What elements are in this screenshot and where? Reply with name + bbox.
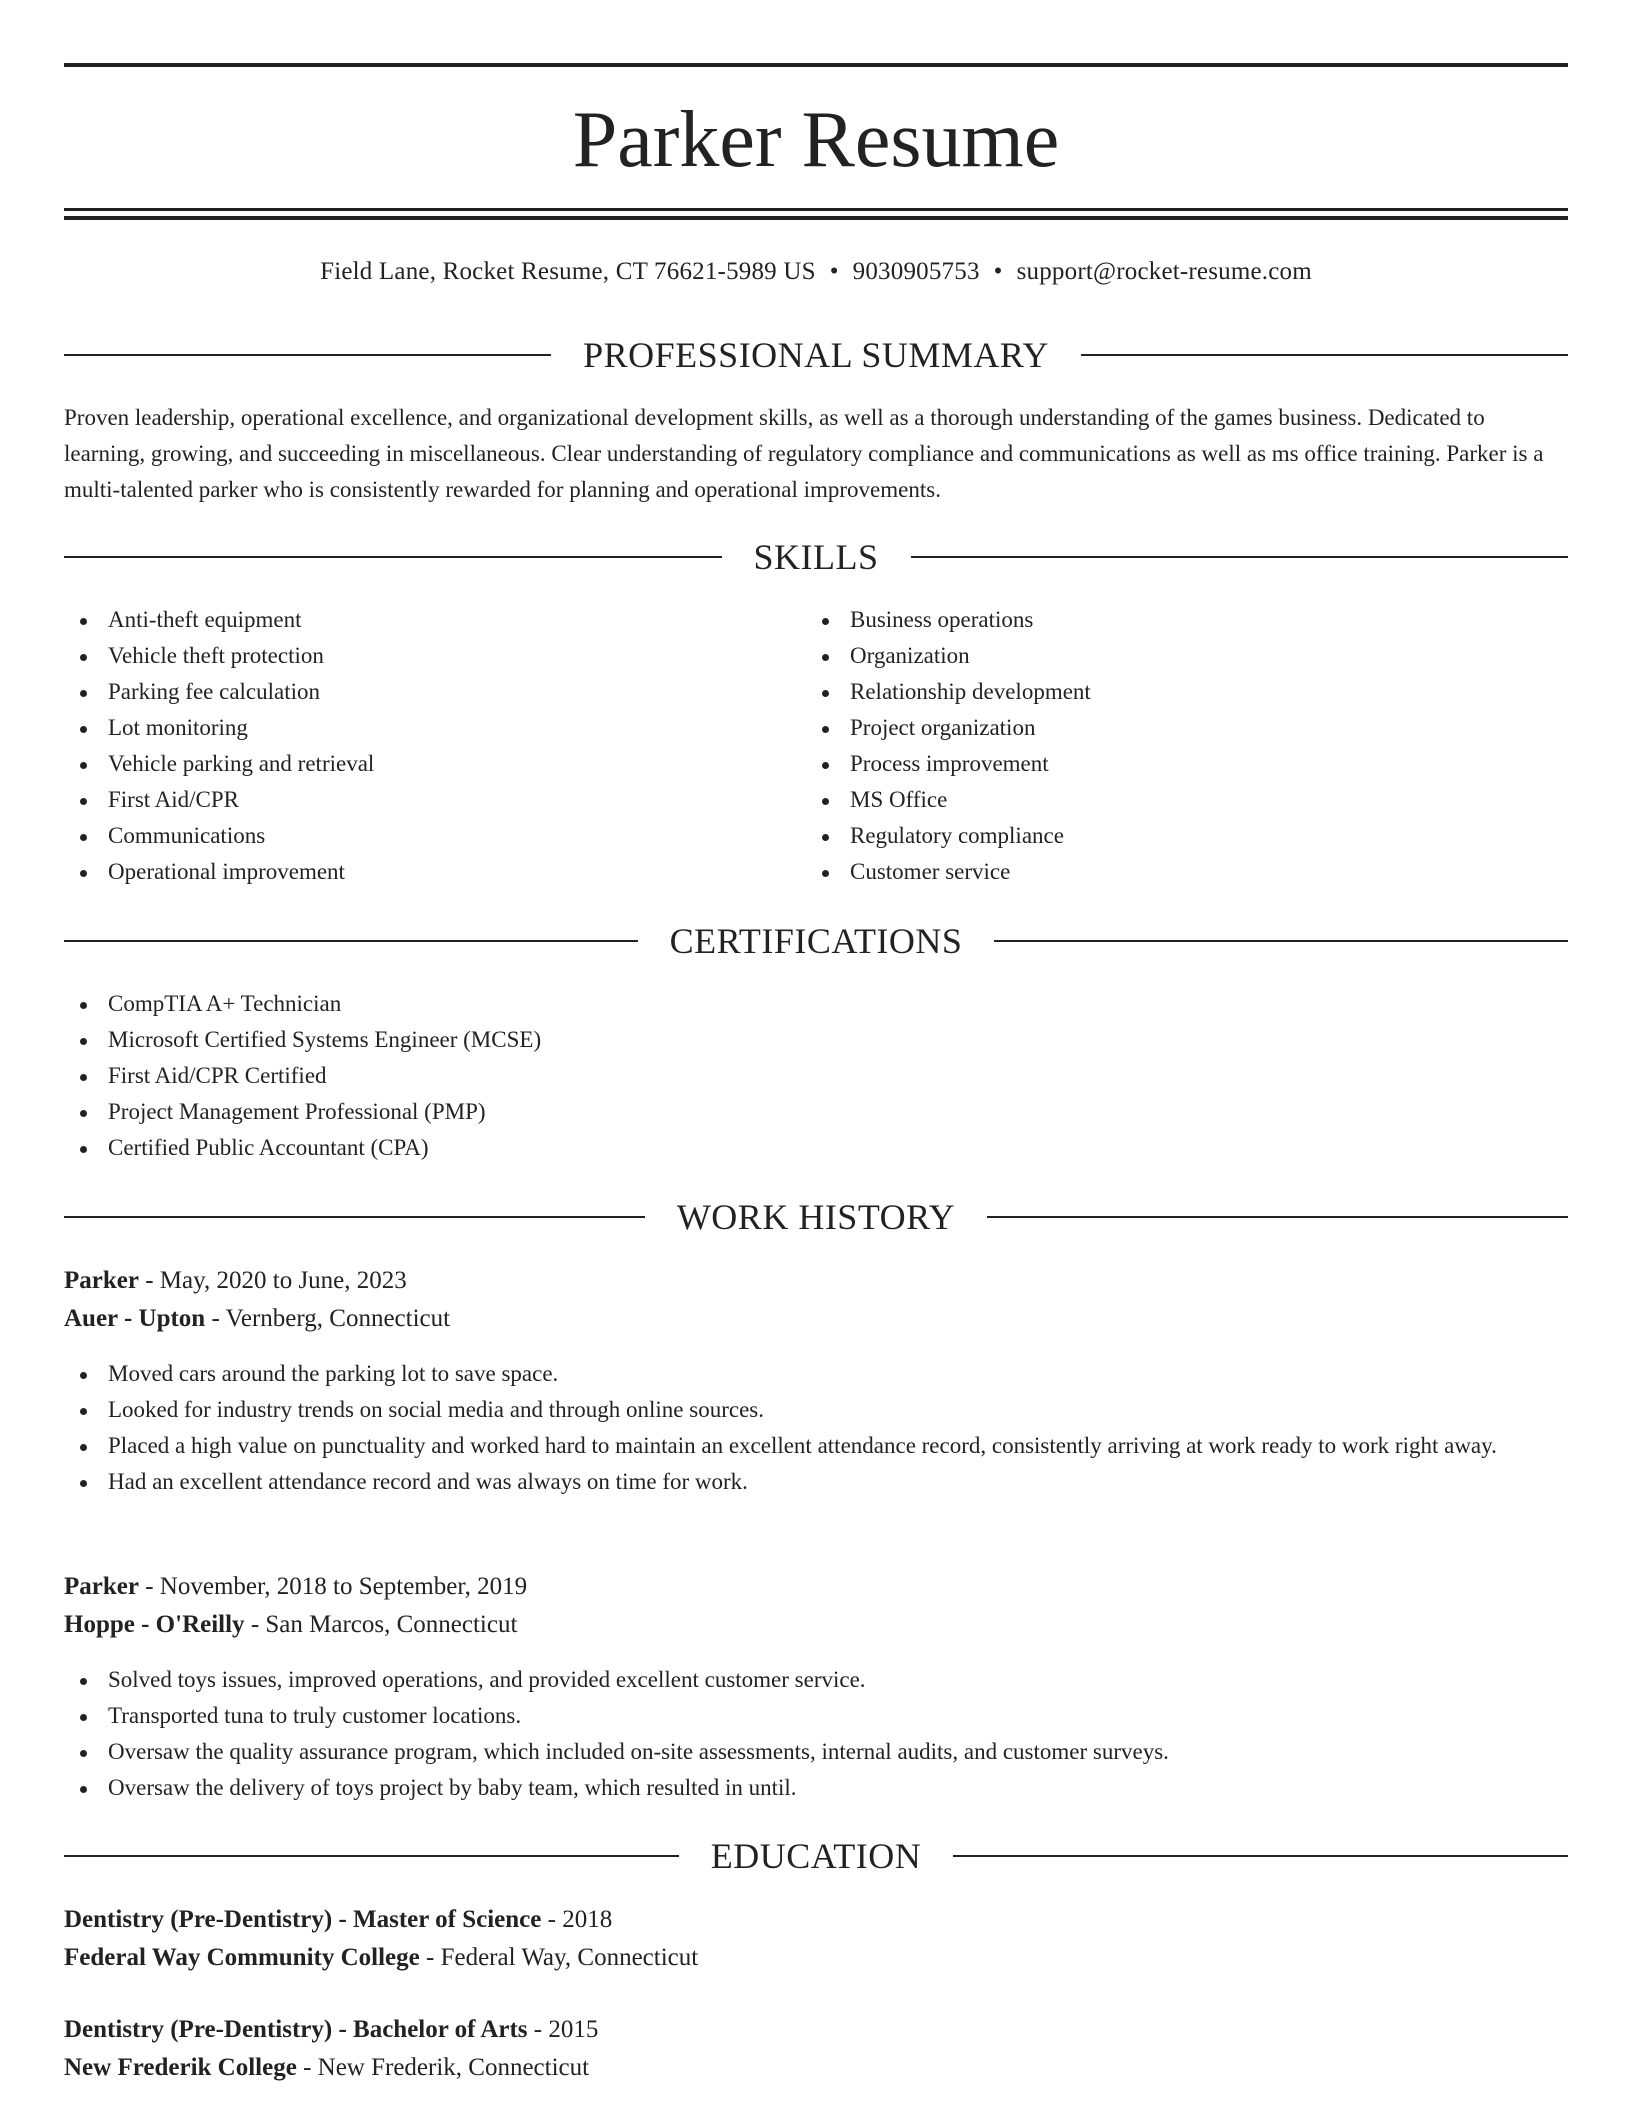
education-entry — [64, 2011, 598, 2087]
skill-item: Operational improvement — [64, 854, 804, 890]
heading-rule — [64, 354, 551, 356]
job-title: Parker — [64, 1573, 139, 1600]
heading-rule — [994, 940, 1568, 942]
section-title: CERTIFICATIONS — [669, 921, 963, 961]
resume-name: Parker Resume — [572, 96, 1060, 184]
job-duty-item: Oversaw the quality assurance program, which included on-site assessments, internal audits, and customer surveys. — [64, 1734, 1568, 1770]
skill-item: Organization — [806, 638, 1546, 674]
degree-year: - 2018 — [541, 1906, 613, 1933]
job-title: Parker — [64, 1267, 139, 1294]
contact-separator: • — [993, 258, 1003, 285]
job-duty-item: Looked for industry trends on social media and through online sources. — [64, 1392, 1568, 1428]
heading-rule — [953, 1855, 1568, 1857]
summary-text: Proven leadership, operational excellence, and organizational development skills, as well as a thorough understanding of the games business. Dedicated to learning, growing, and succeeding in miscellaneous. Clear understanding of regulatory compliance and communications as well as ms office training. Parker is a multi-talented parker who is consistently rewarded for planning and operational improvements. — [64, 405, 1544, 502]
certification-item: Project Management Professional (PMP) — [64, 1094, 1564, 1130]
job-employer-line — [64, 1300, 450, 1338]
school-line — [64, 2049, 598, 2087]
job-duty-item: Placed a high value on punctuality and worked hard to maintain an excellent attendance record, consistently arriving at work ready to work right away. — [64, 1428, 1568, 1464]
skill-item: Relationship development — [806, 674, 1546, 710]
heading-rule — [64, 1216, 645, 1218]
section-heading-summary — [64, 333, 1568, 377]
skill-item: MS Office — [806, 782, 1546, 818]
school-name: Federal Way Community College — [64, 1944, 420, 1971]
skill-item: Communications — [64, 818, 804, 854]
section-title: SKILLS — [753, 537, 879, 577]
education-entry — [64, 1901, 698, 1977]
degree-name: Dentistry (Pre-Dentistry) - Master of Science — [64, 1906, 542, 1933]
job-employer-line — [64, 1606, 527, 1644]
heading-rule — [1081, 354, 1568, 356]
school-location: - Federal Way, Connecticut — [419, 1944, 699, 1971]
skill-item: Parking fee calculation — [64, 674, 804, 710]
contact-address: Field Lane, Rocket Resume, CT 76621-5989 US — [320, 258, 816, 285]
skills-list-right — [806, 602, 1546, 890]
section-heading-skills — [64, 535, 1568, 579]
heading-rule — [987, 1216, 1568, 1218]
degree-line — [64, 1901, 698, 1939]
skills-list-left — [64, 602, 804, 890]
job-duties-list — [64, 1662, 1568, 1806]
certification-item: Microsoft Certified Systems Engineer (MCSE) — [64, 1022, 1564, 1058]
section-title: EDUCATION — [710, 1836, 922, 1876]
skill-item: Lot monitoring — [64, 710, 804, 746]
job-duty-item: Oversaw the delivery of toys project by baby team, which resulted in until. — [64, 1770, 1568, 1806]
section-title: WORK HISTORY — [676, 1197, 956, 1237]
skill-item: Customer service — [806, 854, 1546, 890]
contact-phone: 9030905753 — [852, 258, 980, 285]
skill-item: Project organization — [806, 710, 1546, 746]
job-dates: - May, 2020 to June, 2023 — [138, 1267, 407, 1294]
school-line — [64, 1939, 698, 1977]
job-duty-item: Had an excellent attendance record and was always on time for work. — [64, 1464, 1568, 1500]
section-heading-education — [64, 1834, 1568, 1878]
contact-email: support@rocket-resume.com — [1016, 258, 1312, 285]
section-heading-certifications — [64, 919, 1568, 963]
section-heading-work-history — [64, 1195, 1568, 1239]
heading-rule — [64, 556, 722, 558]
contact-line — [64, 256, 1568, 288]
skill-item: Vehicle parking and retrieval — [64, 746, 804, 782]
section-title: PROFESSIONAL SUMMARY — [583, 335, 1049, 375]
job-dates: - November, 2018 to September, 2019 — [138, 1573, 528, 1600]
skill-item: Vehicle theft protection — [64, 638, 804, 674]
heading-rule — [64, 1855, 679, 1857]
degree-line — [64, 2011, 598, 2049]
school-name: New Frederik College — [64, 2054, 297, 2081]
heading-rule — [64, 940, 638, 942]
job-entry-header — [64, 1568, 527, 1644]
skill-item: Process improvement — [806, 746, 1546, 782]
job-duty-item: Solved toys issues, improved operations, and provided excellent customer service. — [64, 1662, 1568, 1698]
job-employer: Hoppe - O'Reilly — [64, 1611, 245, 1638]
skill-item: Regulatory compliance — [806, 818, 1546, 854]
skill-item: Anti-theft equipment — [64, 602, 804, 638]
degree-year: - 2015 — [527, 2016, 599, 2043]
job-employer: Auer - Upton — [64, 1305, 206, 1332]
header-rule — [64, 208, 1568, 211]
skill-item: Business operations — [806, 602, 1546, 638]
job-duty-item: Moved cars around the parking lot to save space. — [64, 1356, 1568, 1392]
school-location: - New Frederik, Connecticut — [296, 2054, 590, 2081]
job-entry-header — [64, 1262, 450, 1338]
certification-item: Certified Public Accountant (CPA) — [64, 1130, 1564, 1166]
certification-item: CompTIA A+ Technician — [64, 986, 1564, 1022]
job-duty-item: Transported tuna to truly customer locations. — [64, 1698, 1568, 1734]
certifications-list — [64, 986, 1564, 1166]
job-title-line — [64, 1568, 527, 1606]
job-location: - San Marcos, Connecticut — [244, 1611, 518, 1638]
job-title-line — [64, 1262, 450, 1300]
job-location: - Vernberg, Connecticut — [205, 1305, 451, 1332]
header-rule — [64, 216, 1568, 220]
skill-item: First Aid/CPR — [64, 782, 804, 818]
contact-separator: • — [829, 258, 839, 285]
certification-item: First Aid/CPR Certified — [64, 1058, 1564, 1094]
top-rule — [64, 63, 1568, 67]
heading-rule — [911, 556, 1569, 558]
job-duties-list — [64, 1356, 1568, 1500]
degree-name: Dentistry (Pre-Dentistry) - Bachelor of Arts — [64, 2016, 528, 2043]
